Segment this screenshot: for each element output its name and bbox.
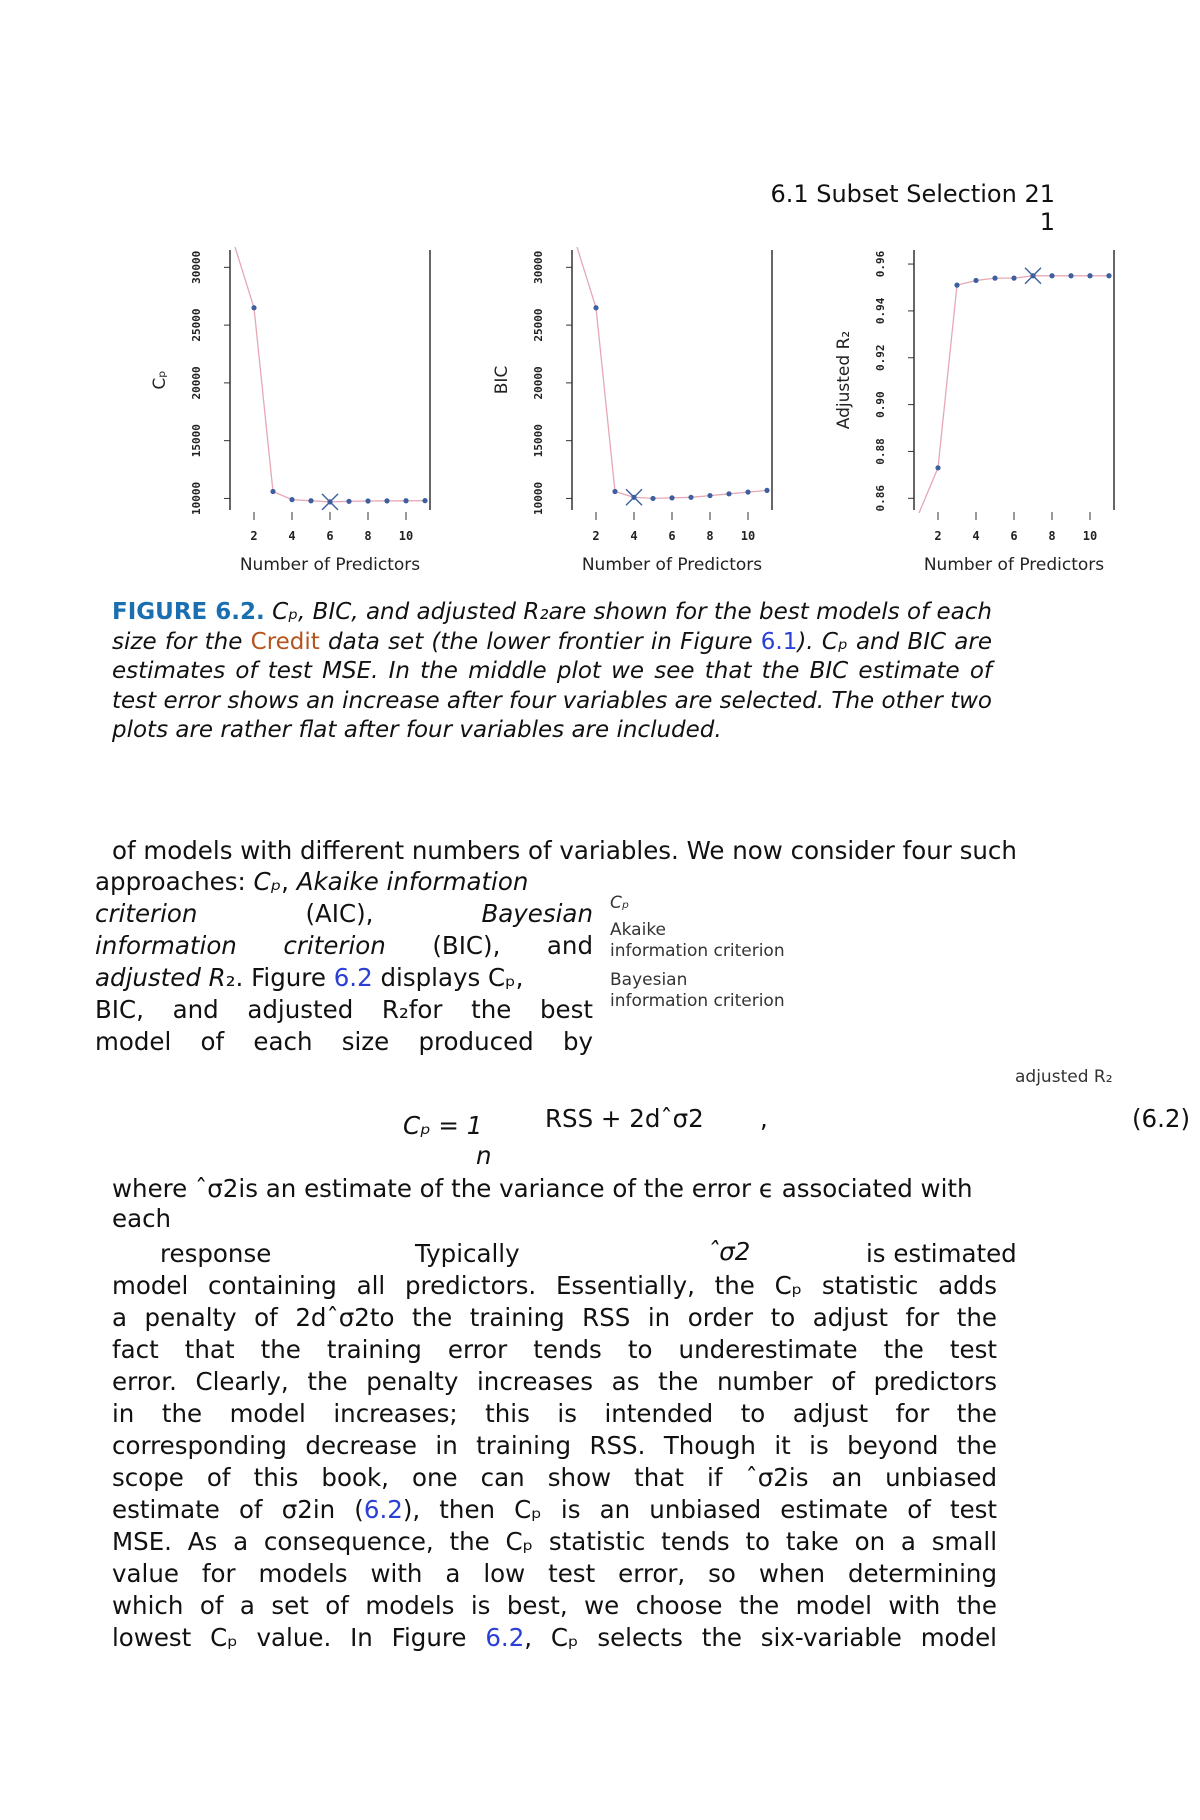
- intro-line-3: [95, 898, 593, 930]
- x-axis-label: Number of Predictors: [923, 555, 1105, 575]
- intro-text: ₂. Figure: [225, 963, 334, 992]
- data-point: [669, 495, 674, 500]
- data-point: [346, 499, 351, 504]
- data-point: [935, 465, 940, 470]
- data-point: [593, 305, 598, 310]
- x-tick-label: 10: [398, 529, 414, 543]
- data-point: [745, 489, 750, 494]
- body-line-1: of models with different numbers of variables. We now consider four such: [112, 836, 1017, 865]
- figure-6-1-link[interactable]: 6.1: [760, 628, 798, 655]
- page-number: 1: [1039, 208, 1055, 236]
- figure-6-2-link[interactable]: 6.2: [333, 963, 373, 992]
- y-tick-label: 0.86: [874, 485, 887, 512]
- cp-chart-svg: [95, 225, 435, 585]
- data-point: [403, 498, 408, 503]
- data-point: [1011, 276, 1016, 281]
- intro-line-7: model of each size produced by: [95, 1027, 593, 1056]
- y-tick-label: 25000: [190, 308, 203, 342]
- data-point: [726, 491, 731, 496]
- para-text: ), then Cₚ is an unbiased estimate of test: [402, 1495, 998, 1524]
- margin-note-aic: Akaike information criterion: [610, 920, 785, 961]
- running-title: 6.1 Subset Selection 21: [770, 180, 1055, 208]
- para-line-8: [112, 1494, 997, 1526]
- aic-term: Akaike information: [296, 867, 529, 896]
- x-tick-label: 4: [630, 529, 638, 543]
- data-point: [422, 498, 427, 503]
- figure-label: FIGURE 6.2.: [112, 599, 265, 625]
- x-tick-label: 6: [326, 529, 334, 543]
- data-point: [688, 495, 693, 500]
- adjr2-chart: [779, 225, 1119, 589]
- intro-text: (AIC),: [305, 899, 374, 928]
- data-point: [365, 498, 370, 503]
- intro-line-6: BIC, and adjusted R₂for the best: [95, 995, 593, 1024]
- data-point: [384, 498, 389, 503]
- figure-6-2-link[interactable]: 6.2: [485, 1623, 525, 1652]
- data-point: [1087, 273, 1092, 278]
- intro-line-5: [95, 962, 593, 994]
- equation-lhs: [403, 1110, 482, 1142]
- x-tick-label: 6: [668, 529, 676, 543]
- caption-part1: Cₚ, BIC, and adjusted R₂are shown for the best models of each size for the: [112, 599, 992, 655]
- data-point: [289, 497, 294, 502]
- intro-line-2: [95, 866, 593, 898]
- y-tick-label: 10000: [532, 481, 545, 516]
- para-line: model containing all predictors. Essentially, the Cₚ statistic adds: [112, 1271, 997, 1300]
- equation-lhs-text: Cₚ = 1: [403, 1111, 483, 1140]
- margin-note-cp: Cₚ: [610, 893, 630, 913]
- para-line-9: MSE. As a consequence, the Cₚ statistic tends to take on a small: [112, 1527, 997, 1556]
- data-point: [954, 283, 959, 288]
- credit-dataset-name: Credit: [250, 628, 320, 655]
- para-line-10: value for models with a low test error, so when determining: [112, 1559, 997, 1588]
- equation-comma: ,: [760, 1104, 768, 1133]
- data-point: [764, 488, 769, 493]
- data-point: [707, 493, 712, 498]
- y-tick-label: 10000: [190, 481, 203, 516]
- margin-note-adjr2: adjusted R₂: [1015, 1067, 1113, 1087]
- para-line: fact that the training error tends to underestimate the test: [112, 1335, 997, 1364]
- series-line: [235, 247, 425, 502]
- y-tick-label: 15000: [190, 424, 203, 458]
- y-tick-label: 20000: [190, 366, 203, 400]
- caption-part2: data set (the lower frontier in Figure: [319, 628, 761, 655]
- para-line: a penalty of 2dˆσ2to the training RSS in order to adjust for the: [112, 1303, 997, 1332]
- data-point: [973, 278, 978, 283]
- y-tick-label: 0.96: [874, 250, 887, 278]
- x-tick-label: 10: [1082, 529, 1098, 543]
- y-axis-label: Adjusted R₂: [834, 330, 854, 430]
- data-point: [1049, 273, 1054, 278]
- x-tick-label: 4: [288, 529, 296, 543]
- data-point: [251, 305, 256, 310]
- data-point: [992, 276, 997, 281]
- para-line: scope of this book, one can show that if ˆσ2is an unbiased: [112, 1463, 997, 1492]
- equation-denominator: n: [476, 1141, 492, 1170]
- intro-line-4: [95, 930, 593, 962]
- y-tick-label: 20000: [532, 366, 545, 400]
- series-line: [577, 247, 767, 498]
- para-line: error. Clearly, the penalty increases as the number of predictors: [112, 1367, 997, 1396]
- y-tick-label: 0.94: [874, 297, 887, 325]
- adjr2-term: adjusted R: [95, 963, 226, 992]
- x-tick-label: 8: [1048, 529, 1056, 543]
- x-tick-label: 8: [364, 529, 372, 543]
- y-tick-label: 30000: [532, 250, 545, 284]
- para-word-typically: Typically: [415, 1239, 520, 1268]
- para-word-response: response: [160, 1239, 272, 1268]
- x-tick-label: 8: [706, 529, 714, 543]
- x-axis-label: Number of Predictors: [581, 555, 763, 575]
- para-line-2: each: [112, 1204, 172, 1233]
- data-point: [1106, 273, 1111, 278]
- cp-term: Cₚ: [253, 867, 282, 896]
- cp-chart: [95, 225, 435, 589]
- para-text: estimate of σ2in (: [112, 1495, 364, 1524]
- para-text: , Cₚ selects the six-variable model: [524, 1623, 997, 1652]
- para-line: corresponding decrease in training RSS. Though it is beyond the: [112, 1431, 997, 1460]
- y-tick-label: 30000: [190, 250, 203, 284]
- data-point: [1068, 273, 1073, 278]
- data-point: [270, 489, 275, 494]
- para-sigma-hat: ˆσ2: [707, 1237, 751, 1266]
- para-line-12: [112, 1622, 997, 1654]
- figure-caption: [112, 598, 992, 746]
- aic-term-cont: criterion: [95, 899, 198, 928]
- bic-chart: [437, 225, 777, 589]
- y-axis-label: Cₚ: [150, 370, 170, 390]
- y-tick-label: 0.92: [874, 344, 887, 371]
- x-tick-label: 10: [740, 529, 756, 543]
- adjr2-chart-svg: [779, 225, 1119, 585]
- bic-chart-svg: [437, 225, 777, 585]
- para-line-1: where ˆσ2is an estimate of the variance of the error ϵ associated with: [112, 1174, 973, 1203]
- intro-text: (BIC), and: [385, 931, 594, 960]
- intro-text: approaches:: [95, 867, 254, 896]
- margin-note-bic: Bayesian information criterion: [610, 970, 785, 1011]
- intro-text: ,: [281, 867, 297, 896]
- x-tick-label: 2: [592, 529, 600, 543]
- y-tick-label: 25000: [532, 308, 545, 342]
- y-tick-label: 0.90: [874, 391, 887, 418]
- bic-term-cont: information criterion: [95, 931, 386, 960]
- equation-6-2-link[interactable]: 6.2: [363, 1495, 403, 1524]
- data-point: [308, 498, 313, 503]
- y-tick-label: 15000: [532, 424, 545, 458]
- y-axis-label: BIC: [492, 365, 512, 395]
- x-tick-label: 4: [972, 529, 980, 543]
- x-tick-label: 2: [934, 529, 942, 543]
- para-is-estimated: is estimated: [866, 1239, 1017, 1268]
- bic-term: Bayesian: [481, 899, 593, 928]
- para-line: in the model increases; this is intended to adjust for the: [112, 1399, 997, 1428]
- y-tick-label: 0.88: [874, 438, 887, 465]
- equation-number: (6.2): [1132, 1104, 1191, 1133]
- para-text: lowest Cₚ value. In Figure: [112, 1623, 486, 1652]
- para-line-11: which of a set of models is best, we choose the model with the: [112, 1591, 997, 1620]
- intro-text: displays Cₚ,: [372, 963, 524, 992]
- x-tick-label: 2: [250, 529, 258, 543]
- data-point: [650, 496, 655, 501]
- x-axis-label: Number of Predictors: [239, 555, 421, 575]
- x-tick-label: 6: [1010, 529, 1018, 543]
- caption-part3: ). Cₚ and BIC are estimates of test MSE. In the middle plot we see that the BIC estimate of test error shows an increase after four variables are selected. The other two plots are rather flat after four variables are included.: [112, 628, 993, 743]
- data-point: [612, 489, 617, 494]
- equation-rhs: RSS + 2dˆσ2: [545, 1104, 704, 1133]
- para-block: [112, 1270, 997, 1654]
- series-line: [919, 276, 1109, 513]
- intro-column: [95, 866, 593, 1058]
